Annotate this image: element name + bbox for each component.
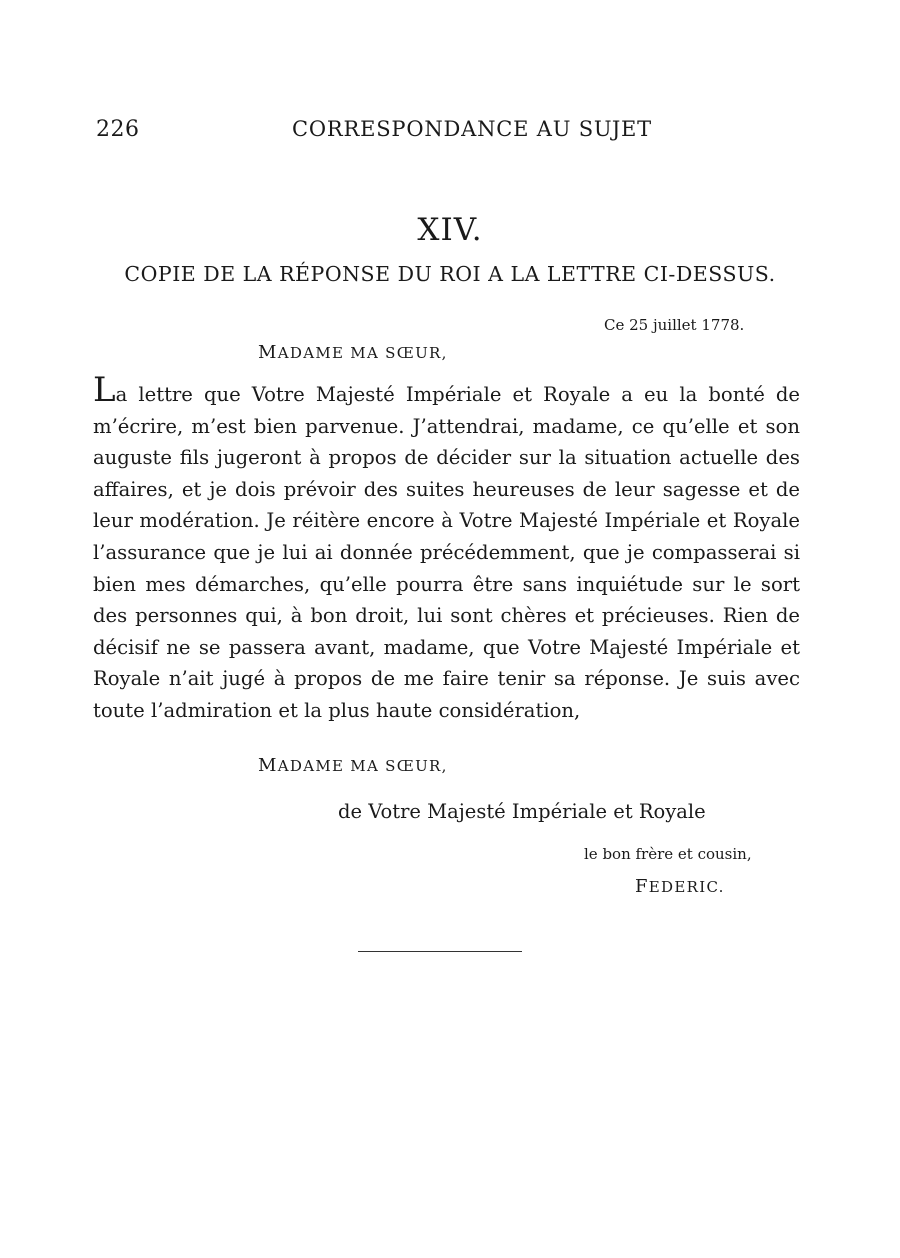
signature-initial: F [635, 876, 649, 897]
closing-salutation [258, 755, 448, 776]
closing-line: de Votre Majesté Impériale et Royale [338, 800, 706, 823]
drop-cap: L [93, 370, 116, 410]
page-number: 226 [96, 117, 140, 142]
letter-date: Ce 25 juillet 1778. [604, 316, 745, 334]
end-rule [358, 951, 522, 952]
closing-salutation-rest: ADAME MA SŒUR, [277, 757, 448, 775]
running-header [0, 117, 900, 141]
section-number: XIV. [417, 212, 483, 248]
letter-body-text: a lettre que Votre Majesté Impériale et Royale a eu la bonté de m’écrire, m’est bien parvenue. J’attendrai, madame, ce qu’elle et son auguste fils jugeront à propos de décider sur la situation actuelle des affaires, et je dois prévoir des suites heureuses de leur sagesse et de leur modération. Je réitère encore à Votre Majesté Impériale et Royale l’assurance que je lui ai donnée précédemment, que je compasserai si bien mes démarches, qu’elle pourra être sans inquiétude sur le sort des personnes qui, à bon droit, lui sont chères et précieuses. Rien de décisif ne se passera avant, madame, que Votre Majesté Impériale et Royale n’ait jugé à propos de me faire tenir sa réponse. Je suis avec toute l’admiration et la plus haute considération, [93, 383, 800, 722]
running-header-title: CORRESPONDANCE AU SUJET [291, 117, 652, 141]
salutation-rest: ADAME MA SŒUR, [277, 344, 448, 362]
letter-body [93, 370, 800, 727]
section-title: COPIE DE LA RÉPONSE DU ROI A LA LETTRE CI-DESSUS. [124, 262, 776, 286]
signature-rest: EDERIC. [648, 878, 725, 896]
closing-salutation-initial: M [258, 755, 278, 776]
signature [635, 876, 725, 897]
salutation [258, 342, 448, 363]
salutation-initial: M [258, 342, 278, 363]
relation-line: le bon frère et cousin, [584, 845, 752, 863]
